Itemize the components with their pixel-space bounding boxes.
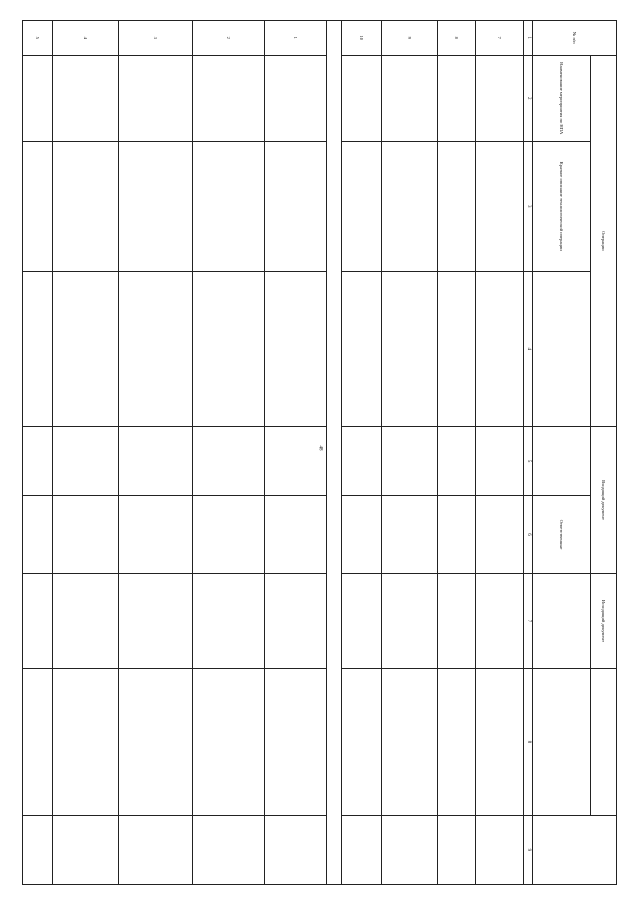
row-no: 4 <box>53 21 119 56</box>
row-resp <box>265 496 327 574</box>
row-short <box>119 141 193 271</box>
row-event <box>193 55 265 141</box>
row-in-unit <box>342 427 382 496</box>
rotated-table-wrapper <box>27 20 617 885</box>
row-in-unit <box>119 427 193 496</box>
row-no: 5 <box>23 21 53 56</box>
row-out-unit <box>438 573 476 668</box>
operations-table <box>22 20 617 885</box>
col-num: 2 <box>524 55 533 141</box>
header-operation-detail <box>533 271 591 427</box>
row-event <box>476 55 524 141</box>
row-install <box>119 815 193 884</box>
col-num: 1 <box>524 21 533 56</box>
row-detail <box>53 271 119 427</box>
row-out-unit <box>119 573 193 668</box>
row-deadline <box>265 668 327 815</box>
row-install <box>23 815 53 884</box>
row-event <box>382 55 438 141</box>
row-install <box>476 815 524 884</box>
row-short <box>342 141 382 271</box>
header-no: № п/п <box>533 21 617 56</box>
row-event <box>23 55 53 141</box>
row-resp <box>476 496 524 574</box>
table-row <box>23 21 53 885</box>
section-heading-row <box>327 21 342 885</box>
row-short <box>193 141 265 271</box>
table-row <box>119 21 193 885</box>
row-detail <box>438 271 476 427</box>
col-num: 7 <box>524 573 533 668</box>
row-resp <box>438 496 476 574</box>
row-resp <box>342 496 382 574</box>
row-out-unit <box>23 573 53 668</box>
header-install <box>533 815 617 884</box>
table-row <box>476 21 524 885</box>
table-row <box>265 21 327 885</box>
header-short-desc: Краткое описание технологической операции <box>533 141 591 271</box>
row-detail <box>23 271 53 427</box>
row-deadline <box>342 668 382 815</box>
col-num: 8 <box>524 668 533 815</box>
row-resp <box>382 496 438 574</box>
row-no: 3 <box>119 21 193 56</box>
header-row-2 <box>533 21 591 885</box>
row-detail <box>265 271 327 427</box>
column-number-row <box>524 21 533 885</box>
row-resp <box>53 496 119 574</box>
row-no: 1 <box>265 21 327 56</box>
row-install <box>382 815 438 884</box>
row-install <box>438 815 476 884</box>
row-event <box>53 55 119 141</box>
row-no: 9 <box>382 21 438 56</box>
row-no: 8 <box>438 21 476 56</box>
header-operations: Операции <box>591 55 617 427</box>
header-output-document: Исходящий документ <box>591 573 617 668</box>
row-deadline <box>193 668 265 815</box>
col-num: 4 <box>524 271 533 427</box>
row-in-unit <box>23 427 53 496</box>
row-event <box>342 55 382 141</box>
row-in-unit <box>438 427 476 496</box>
header-params <box>591 668 617 815</box>
col-num: 3 <box>524 141 533 271</box>
row-short <box>23 141 53 271</box>
row-detail <box>342 271 382 427</box>
col-num: 6 <box>524 496 533 574</box>
row-detail <box>476 271 524 427</box>
header-event-name: Наименование мероприятия по НПА <box>533 55 591 141</box>
row-deadline <box>382 668 438 815</box>
row-short <box>265 141 327 271</box>
row-resp <box>193 496 265 574</box>
row-out-unit <box>476 573 524 668</box>
row-out-unit <box>53 573 119 668</box>
row-in-unit <box>53 427 119 496</box>
row-short <box>382 141 438 271</box>
row-deadline <box>119 668 193 815</box>
row-event <box>265 55 327 141</box>
row-out-unit <box>382 573 438 668</box>
row-no: 7 <box>476 21 524 56</box>
header-input-document: Входящий документ <box>591 427 617 574</box>
col-num: 5 <box>524 427 533 496</box>
row-out-unit <box>265 573 327 668</box>
row-install <box>53 815 119 884</box>
row-short <box>476 141 524 271</box>
row-in-unit <box>476 427 524 496</box>
header-input-unit <box>533 427 591 496</box>
row-in-unit <box>382 427 438 496</box>
row-event <box>119 55 193 141</box>
row-detail <box>193 271 265 427</box>
section-title <box>327 21 342 885</box>
table-row <box>342 21 382 885</box>
header-row-1 <box>591 21 617 885</box>
page-number-text: 48 <box>317 445 323 451</box>
header-deadline <box>533 668 591 815</box>
table-row <box>193 21 265 885</box>
row-detail <box>119 271 193 427</box>
row-deadline <box>476 668 524 815</box>
row-out-unit <box>193 573 265 668</box>
table-row <box>438 21 476 885</box>
col-num: 9 <box>524 815 533 884</box>
row-short <box>438 141 476 271</box>
table-row <box>382 21 438 885</box>
row-install <box>193 815 265 884</box>
row-deadline <box>53 668 119 815</box>
header-input-resp: Ответственные <box>533 496 591 574</box>
row-resp <box>23 496 53 574</box>
row-short <box>53 141 119 271</box>
row-in-unit <box>193 427 265 496</box>
row-out-unit <box>342 573 382 668</box>
row-deadline <box>438 668 476 815</box>
row-no: 2 <box>193 21 265 56</box>
header-output-unit <box>533 573 591 668</box>
row-install <box>342 815 382 884</box>
table-row <box>53 21 119 885</box>
row-deadline <box>23 668 53 815</box>
row-in-unit <box>265 427 327 496</box>
row-no: 10 <box>342 21 382 56</box>
row-resp <box>119 496 193 574</box>
row-install <box>265 815 327 884</box>
row-event <box>438 55 476 141</box>
row-detail <box>382 271 438 427</box>
